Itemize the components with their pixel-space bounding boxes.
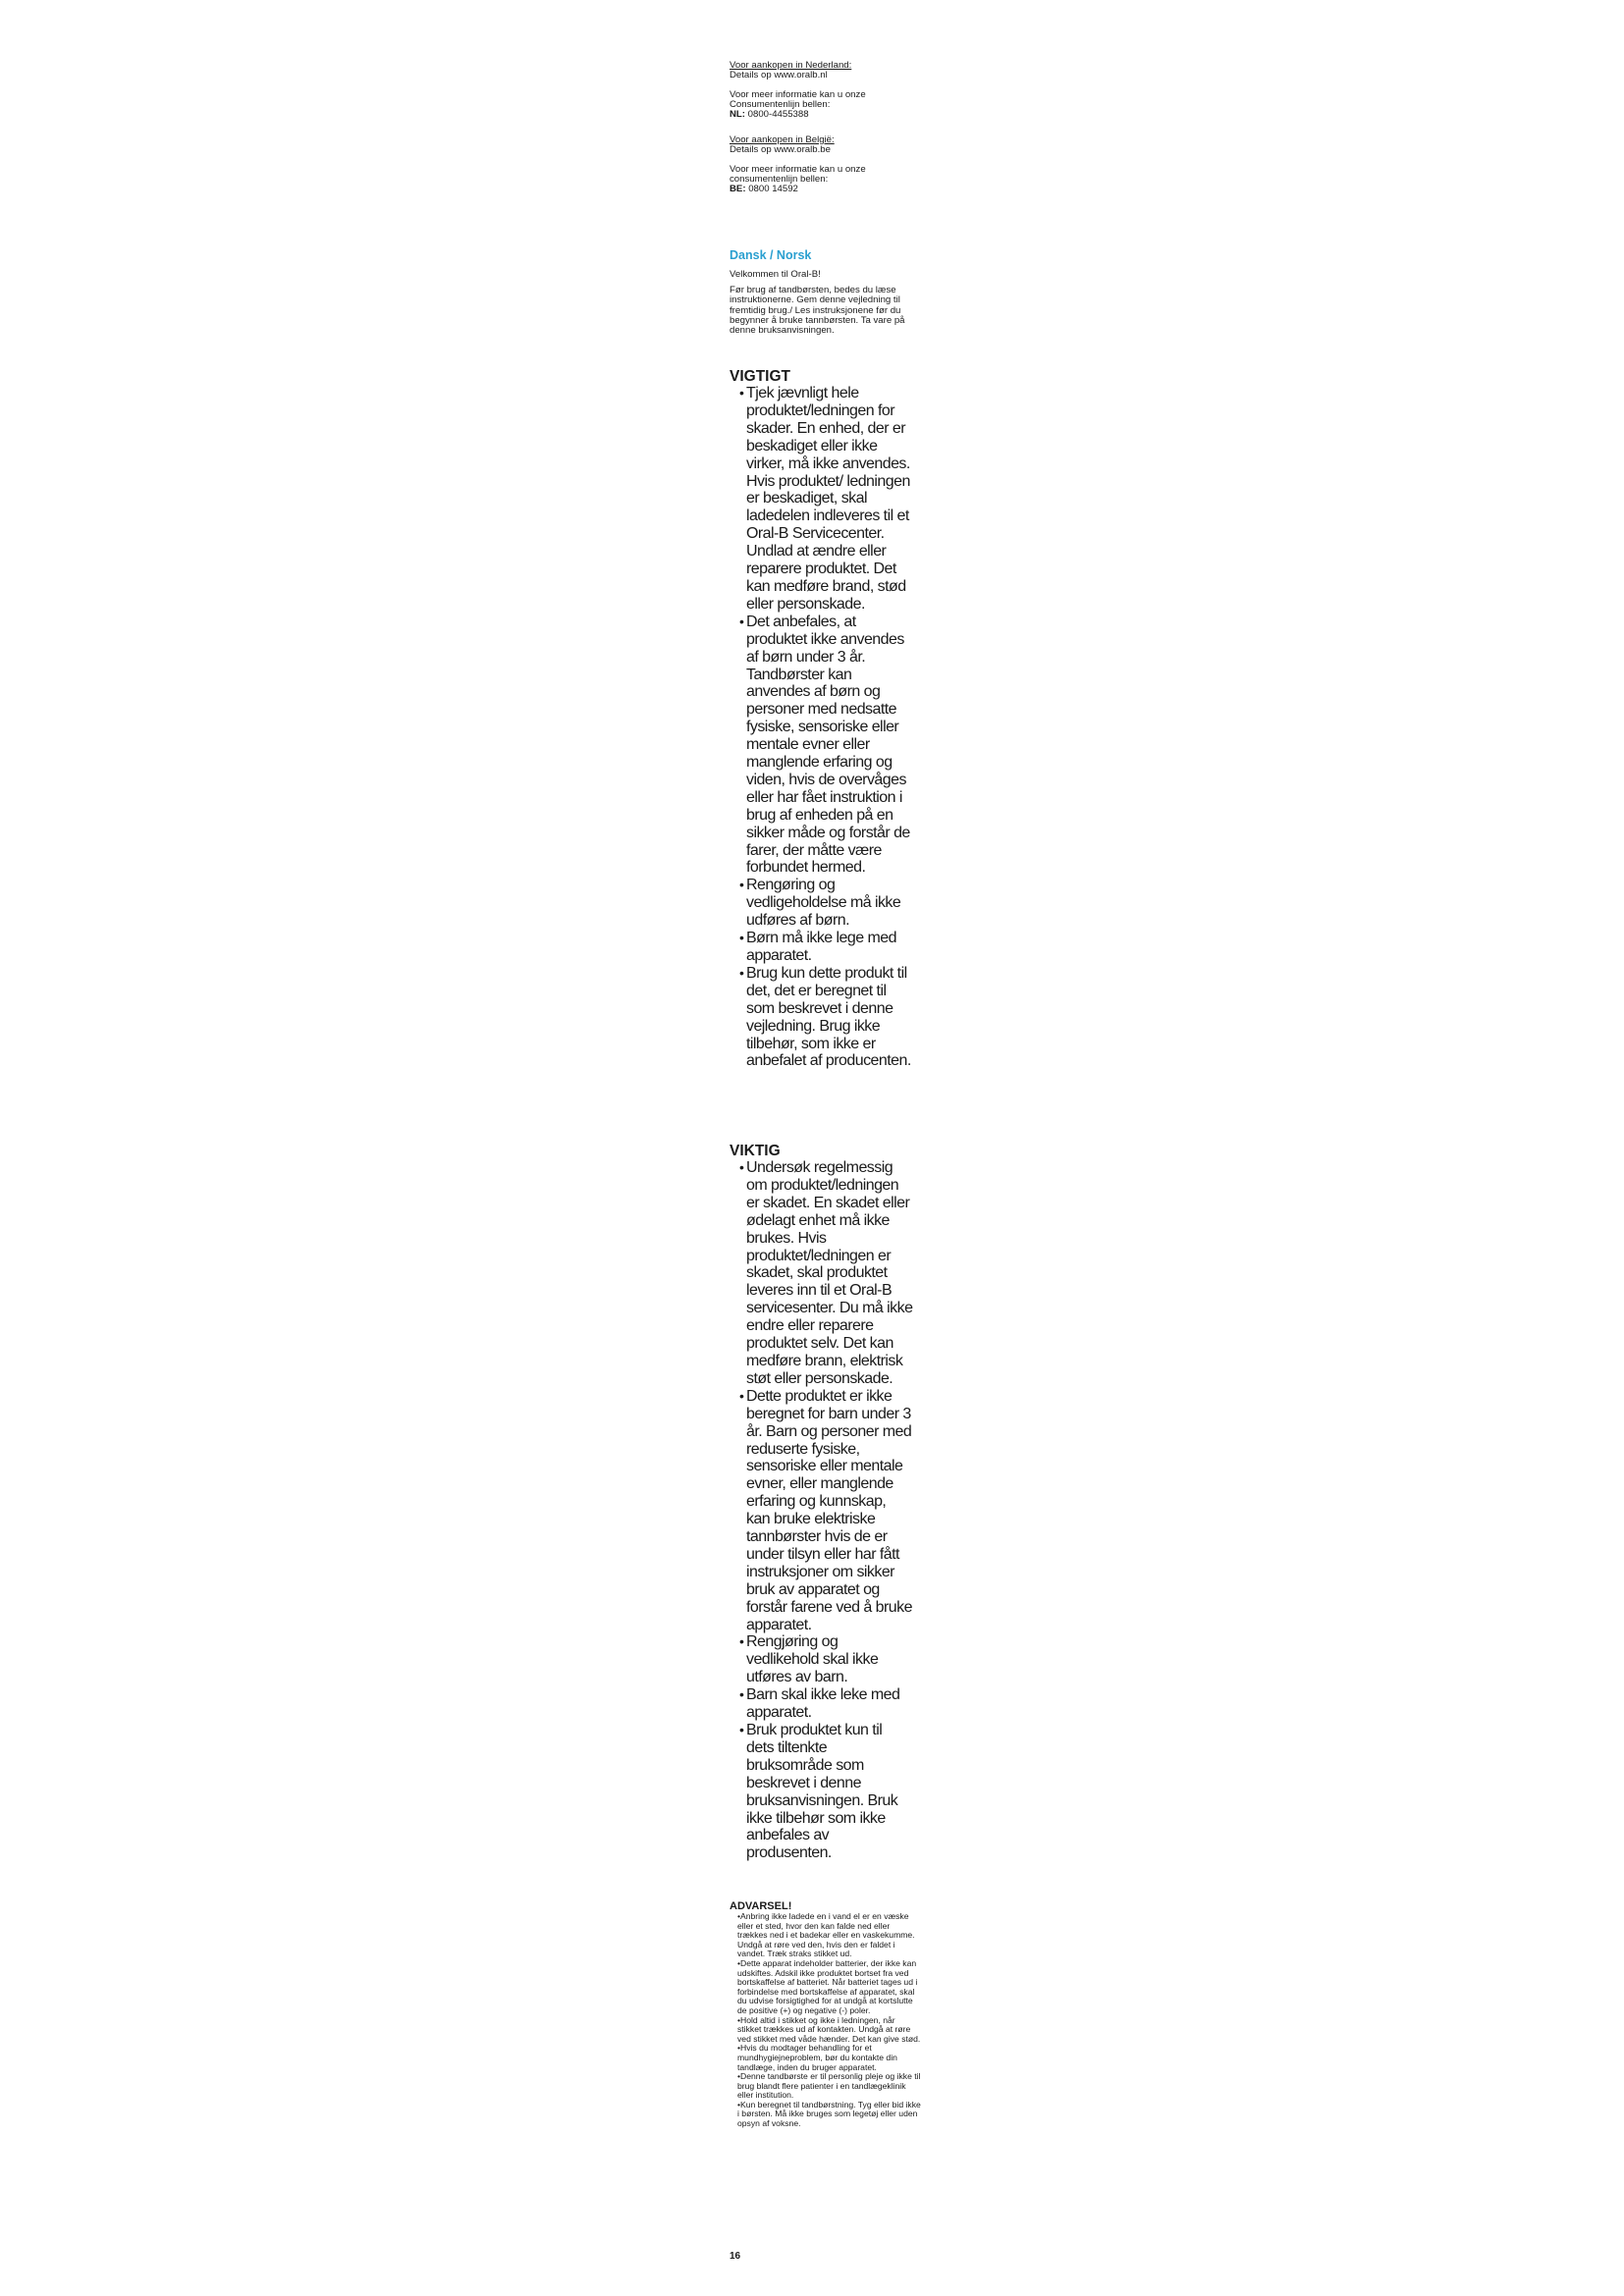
list-item: •Anbring ikke ladede en i vand el er en væske eller et sted, hvor den kan falde ned eller trækkes ned i et badekar eller en vaskekumme. Undgå at røre ved den, hvis den er faldet i vandet. Træk straks stikket ud. bbox=[737, 1911, 915, 1959]
bullet-icon: • bbox=[739, 1686, 744, 1703]
bullet-icon: • bbox=[739, 930, 744, 946]
norwegian-warning-section bbox=[730, 1143, 913, 1862]
be-phone-label: BE: bbox=[730, 184, 746, 194]
contact-info bbox=[730, 61, 914, 194]
bullet-icon: • bbox=[739, 1159, 744, 1175]
advarsel-list bbox=[730, 1912, 921, 2129]
bullet-icon: • bbox=[739, 613, 744, 629]
list-item: •Denne tandbørste er til personlig pleje og ikke til brug blandt flere patienter i en tandlægeklinik eller institution. bbox=[737, 2071, 921, 2101]
list-item: •Kun beregnet til tandbørstning. Tyg eller bid ikke i børsten. Må ikke bruges som legetøj eller uden opsyn af voksne. bbox=[737, 2099, 921, 2129]
bullet-icon: • bbox=[739, 964, 744, 981]
nl-info-line2: Consumentenlijn bellen: bbox=[730, 99, 831, 110]
nl-phone-line bbox=[730, 110, 914, 120]
bullet-icon: • bbox=[739, 877, 744, 893]
list-item: • Tjek jævnligt hele produktet/ledningen for skader. En enhed, der er beskadiget eller ikke virker, må ikke anvendes. Hvis produktet/ ledningen er beskadiget, skal ladedelen indleveres til et Oral-B Servicecenter. Undlad at ændre eller reparere produktet. Det kan medføre brand, stød eller personskade. bbox=[739, 385, 910, 613]
nl-heading: Voor aankopen in Nederland: bbox=[730, 60, 852, 71]
bullet-icon: • bbox=[739, 1387, 744, 1404]
nl-details: Details op www.oralb.nl bbox=[730, 70, 828, 80]
page-number: 16 bbox=[730, 2251, 741, 2262]
danish-warning-section bbox=[730, 368, 913, 1070]
bullet-icon: • bbox=[739, 1722, 744, 1737]
norwegian-heading: VIKTIG bbox=[730, 1143, 781, 1159]
list-item: • Rengøring og vedligeholdelse må ikke udføres af børn. bbox=[739, 877, 901, 930]
list-item: •Hold altid i stikket og ikke i ledningen, når stikket trækkes ud af kontakten. Undgå at røre ved stikket med våde hænder. Det kan give stød. bbox=[737, 2014, 921, 2044]
danish-list bbox=[730, 385, 913, 1070]
intro bbox=[730, 270, 916, 342]
be-details: Details op www.oralb.be bbox=[730, 144, 831, 155]
list-item: • Børn må ikke lege med apparatet. bbox=[739, 930, 896, 964]
intro-text: Før brug af tandbørsten, bedes du læse instruktionerne. Gem denne vejledning til fremtidig brug./ Les instruksjonene før du begynner å bruke tannbørsten. Ta vare på denne bruksanvisningen. bbox=[730, 285, 905, 337]
be-info-line1: Voor meer informatie kan u onze bbox=[730, 164, 866, 175]
list-item: • Rengjøring og vedlikehold skal ikke utføres av barn. bbox=[739, 1633, 879, 1686]
be-phone-line bbox=[730, 185, 914, 194]
be-info-line2: consumentenlijn bellen: bbox=[730, 174, 829, 185]
welcome-text: Velkommen til Oral-B! bbox=[730, 269, 821, 280]
nl-phone: 0800-4455388 bbox=[747, 109, 809, 120]
list-item: • Dette produktet er ikke beregnet for barn under 3 år. Barn og personer med reduserte fysiske, sensoriske eller mentale evner, eller manglende erfaring og kunnskap, kan bruke elektriske tannbørster hvis de er under tilsyn eller har fått instruksjoner om sikker bruk av apparatet og forstår farene ved å bruke apparatet. bbox=[739, 1387, 912, 1633]
advarsel-heading: ADVARSEL! bbox=[730, 1900, 792, 1912]
list-item: • Bruk produktet kun til dets tiltenkte bruksområde som beskrevet i denne bruksanvisningen. Bruk ikke tilbehør som ikke anbefales av produsenten. bbox=[739, 1722, 898, 1862]
nl-info-line1: Voor meer informatie kan u onze bbox=[730, 89, 866, 100]
be-heading: Voor aankopen in België: bbox=[730, 134, 835, 145]
bullet-icon: • bbox=[739, 1633, 744, 1650]
norwegian-list bbox=[730, 1159, 913, 1862]
list-item: • Det anbefales, at produktet ikke anvendes af børn under 3 år. Tandbørster kan anvendes af børn og personer med nedsatte fysiske, sensoriske eller mentale evner eller manglende erfaring og viden, hvis de overvåges eller har fået instruktion i brug af enheden på en sikker måde og forstår de farer, der måtte være forbundet hermed. bbox=[739, 613, 910, 877]
list-item: • Barn skal ikke leke med apparatet. bbox=[739, 1686, 900, 1722]
be-phone: 0800 14592 bbox=[748, 184, 798, 194]
danish-heading: VIGTIGT bbox=[730, 368, 790, 385]
list-item: • Brug kun dette produkt til det, det er beregnet til som beskrevet i denne vejledning. Brug ikke tilbehør, som ikke er anbefalet af producenten. bbox=[739, 964, 911, 1070]
bullet-icon: • bbox=[739, 385, 744, 400]
list-item: •Dette apparat indeholder batterier, der ikke kan udskiftes. Adskil ikke produktet bortset fra ved bortskaffelse af batteriet. Når batteriet tages ud i forbindelse med bortskaffelse af apparatet, skal du udvise forsigtighed for at undgå at kortslutte de positive (+) og negative (-) poler. bbox=[737, 1957, 918, 2015]
list-item: •Hvis du modtager behandling for et mundhygiejneproblem, bør du kontakte din tandlæge, inden du bruger apparatet. bbox=[737, 2043, 897, 2072]
list-item: • Undersøk regelmessig om produktet/ledningen er skadet. En skadet eller ødelagt enhet må ikke brukes. Hvis produktet/ledningen er skadet, skal produktet leveres inn til et Oral-B servicesenter. Du må ikke endre eller reparere produktet selv. Det kan medføre brann, elektrisk støt eller personskade. bbox=[739, 1159, 913, 1387]
language-title: Dansk / Norsk bbox=[730, 248, 812, 262]
nl-phone-label: NL: bbox=[730, 109, 745, 120]
advarsel-section bbox=[730, 1901, 921, 2129]
